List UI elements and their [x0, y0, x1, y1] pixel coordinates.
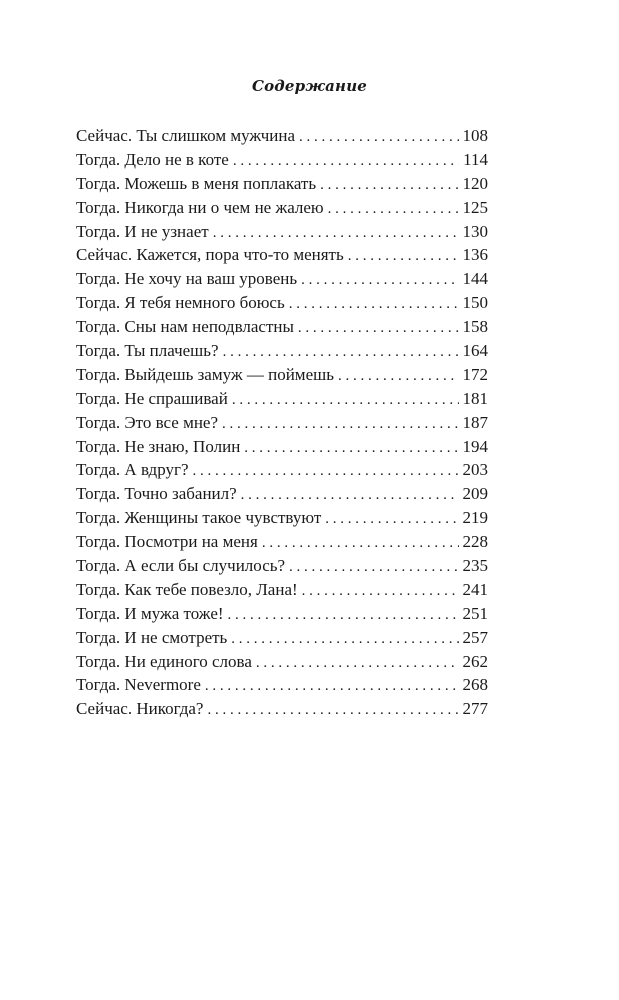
toc-entry-page-number: 150	[462, 293, 488, 313]
toc-entry-title: Тогда. Дело не в коте	[76, 149, 229, 169]
dot-leader	[213, 222, 459, 246]
toc-entry-title: Тогда. Посмотри на меня	[76, 532, 258, 552]
dot-leader	[205, 675, 459, 699]
toc-entry-page-number: 181	[462, 388, 488, 408]
toc-entry-page-number: 130	[462, 221, 488, 241]
toc-entry	[76, 291, 488, 315]
toc-entry	[76, 578, 488, 602]
toc-entry-title: Сейчас. Ты слишком мужчина	[76, 126, 295, 145]
toc-entry	[76, 530, 488, 554]
toc-entry-page-number: 164	[462, 341, 488, 361]
toc-entry	[76, 124, 488, 148]
dot-leader	[231, 628, 458, 652]
toc-entry-title: Тогда. Не хочу на ваш уровень	[76, 269, 298, 289]
dot-leader	[223, 341, 459, 365]
toc-entry-title: Тогда. Сны нам неподвластны	[76, 317, 294, 337]
toc-entry-title: Тогда. И мужа тоже!	[76, 603, 224, 623]
dot-leader	[301, 269, 458, 293]
dot-leader	[289, 293, 459, 317]
dot-leader	[193, 460, 459, 484]
toc-entry-title: Тогда. Это все мне?	[76, 412, 219, 432]
dot-leader	[338, 365, 459, 389]
toc-entry-page-number: 241	[462, 579, 488, 599]
toc-entry-title: Тогда. Никогда ни о чем не жалею	[76, 197, 324, 217]
dot-leader	[241, 484, 459, 508]
toc-entry	[76, 220, 488, 244]
toc-entry-page-number: 108	[462, 126, 488, 145]
toc-entry	[76, 602, 488, 626]
toc-entry-title: Тогда. Я тебя немного боюсь	[76, 293, 285, 313]
dot-leader	[299, 126, 459, 150]
toc-entry-page-number: 187	[462, 412, 488, 432]
toc-entry-page-number: 194	[462, 436, 488, 456]
dot-leader	[233, 150, 459, 174]
toc-entry-title: Тогда. А вдруг?	[76, 460, 189, 480]
dot-leader	[289, 556, 458, 580]
dot-leader	[348, 245, 459, 269]
toc-entry-page-number: 172	[462, 364, 488, 384]
toc-entry	[76, 554, 488, 578]
dot-leader	[302, 580, 459, 604]
toc-entry	[76, 172, 488, 196]
dot-leader	[256, 652, 459, 676]
toc-entry-title: Тогда. Ты плачешь?	[76, 341, 219, 361]
toc-entry	[76, 435, 488, 459]
toc-entry	[76, 697, 488, 721]
toc-entry-title: Тогда. Не спрашивай	[76, 388, 228, 408]
toc-entry-title: Тогда. Nevermore	[76, 675, 201, 695]
toc-entry-page-number: 268	[462, 675, 488, 695]
toc-entry-page-number: 219	[462, 508, 488, 528]
toc-entry-page-number: 209	[462, 484, 488, 504]
toc-entry-page-number: 235	[462, 556, 488, 576]
toc-entry-title: Тогда. А если бы случилось?	[76, 556, 286, 576]
toc-entry-title: Тогда. Выйдешь замуж — поймешь	[76, 364, 334, 384]
toc-entry-title: Сейчас. Никогда?	[76, 699, 204, 719]
toc-entry	[76, 196, 488, 220]
toc-entry-page-number: 120	[462, 173, 488, 193]
dot-leader	[328, 198, 459, 222]
toc-entry	[76, 650, 488, 674]
table-of-contents	[76, 124, 488, 721]
toc-entry-page-number: 203	[462, 460, 488, 480]
toc-entry-page-number: 125	[462, 197, 488, 217]
toc-entry-title: Тогда. И не узнает	[76, 221, 209, 241]
toc-entry-title: Тогда. Точно забанил?	[76, 484, 237, 504]
toc-entry	[76, 339, 488, 363]
toc-entry	[76, 243, 488, 267]
toc-entry-page-number: 228	[462, 532, 488, 552]
toc-entry-title: Тогда. Не знаю, Полин	[76, 436, 241, 456]
toc-entry	[76, 411, 488, 435]
dot-leader	[298, 317, 459, 341]
toc-entry	[76, 148, 488, 172]
toc-entry-title: Тогда. Ни единого слова	[76, 651, 252, 671]
toc-entry	[76, 315, 488, 339]
toc-entry	[76, 506, 488, 530]
toc-entry-title: Тогда. Как тебе повезло, Лана!	[76, 579, 298, 599]
toc-entry	[76, 482, 488, 506]
dot-leader	[222, 413, 458, 437]
toc-entry	[76, 458, 488, 482]
toc-entry	[76, 673, 488, 697]
toc-entry-page-number: 158	[462, 317, 488, 337]
toc-entry-title: Тогда. Женщины такое чувствуют	[76, 508, 322, 528]
toc-entry-page-number: 251	[462, 603, 488, 623]
toc-entry-page-number: 262	[462, 651, 488, 671]
dot-leader	[207, 699, 458, 723]
toc-entry-page-number: 277	[462, 699, 488, 719]
toc-entry-title: Сейчас. Кажется, пора что-то менять	[76, 245, 344, 265]
toc-entry-page-number: 144	[462, 269, 488, 289]
toc-entry-title: Тогда. И не смотреть	[76, 627, 228, 647]
dot-leader	[232, 389, 459, 413]
dot-leader	[228, 604, 459, 628]
dot-leader	[262, 532, 459, 556]
dot-leader	[320, 174, 458, 198]
toc-entry	[76, 387, 488, 411]
toc-entry-title: Тогда. Можешь в меня поплакать	[76, 173, 317, 193]
toc-entry	[76, 626, 488, 650]
toc-entry-page-number: 136	[462, 245, 488, 265]
toc-entry	[76, 267, 488, 291]
toc-entry	[76, 363, 488, 387]
toc-entry-page-number: 114	[463, 149, 488, 169]
page-title: Содержание	[251, 77, 368, 95]
dot-leader	[244, 437, 458, 461]
dot-leader	[325, 508, 458, 532]
toc-entry-page-number: 257	[462, 627, 488, 647]
